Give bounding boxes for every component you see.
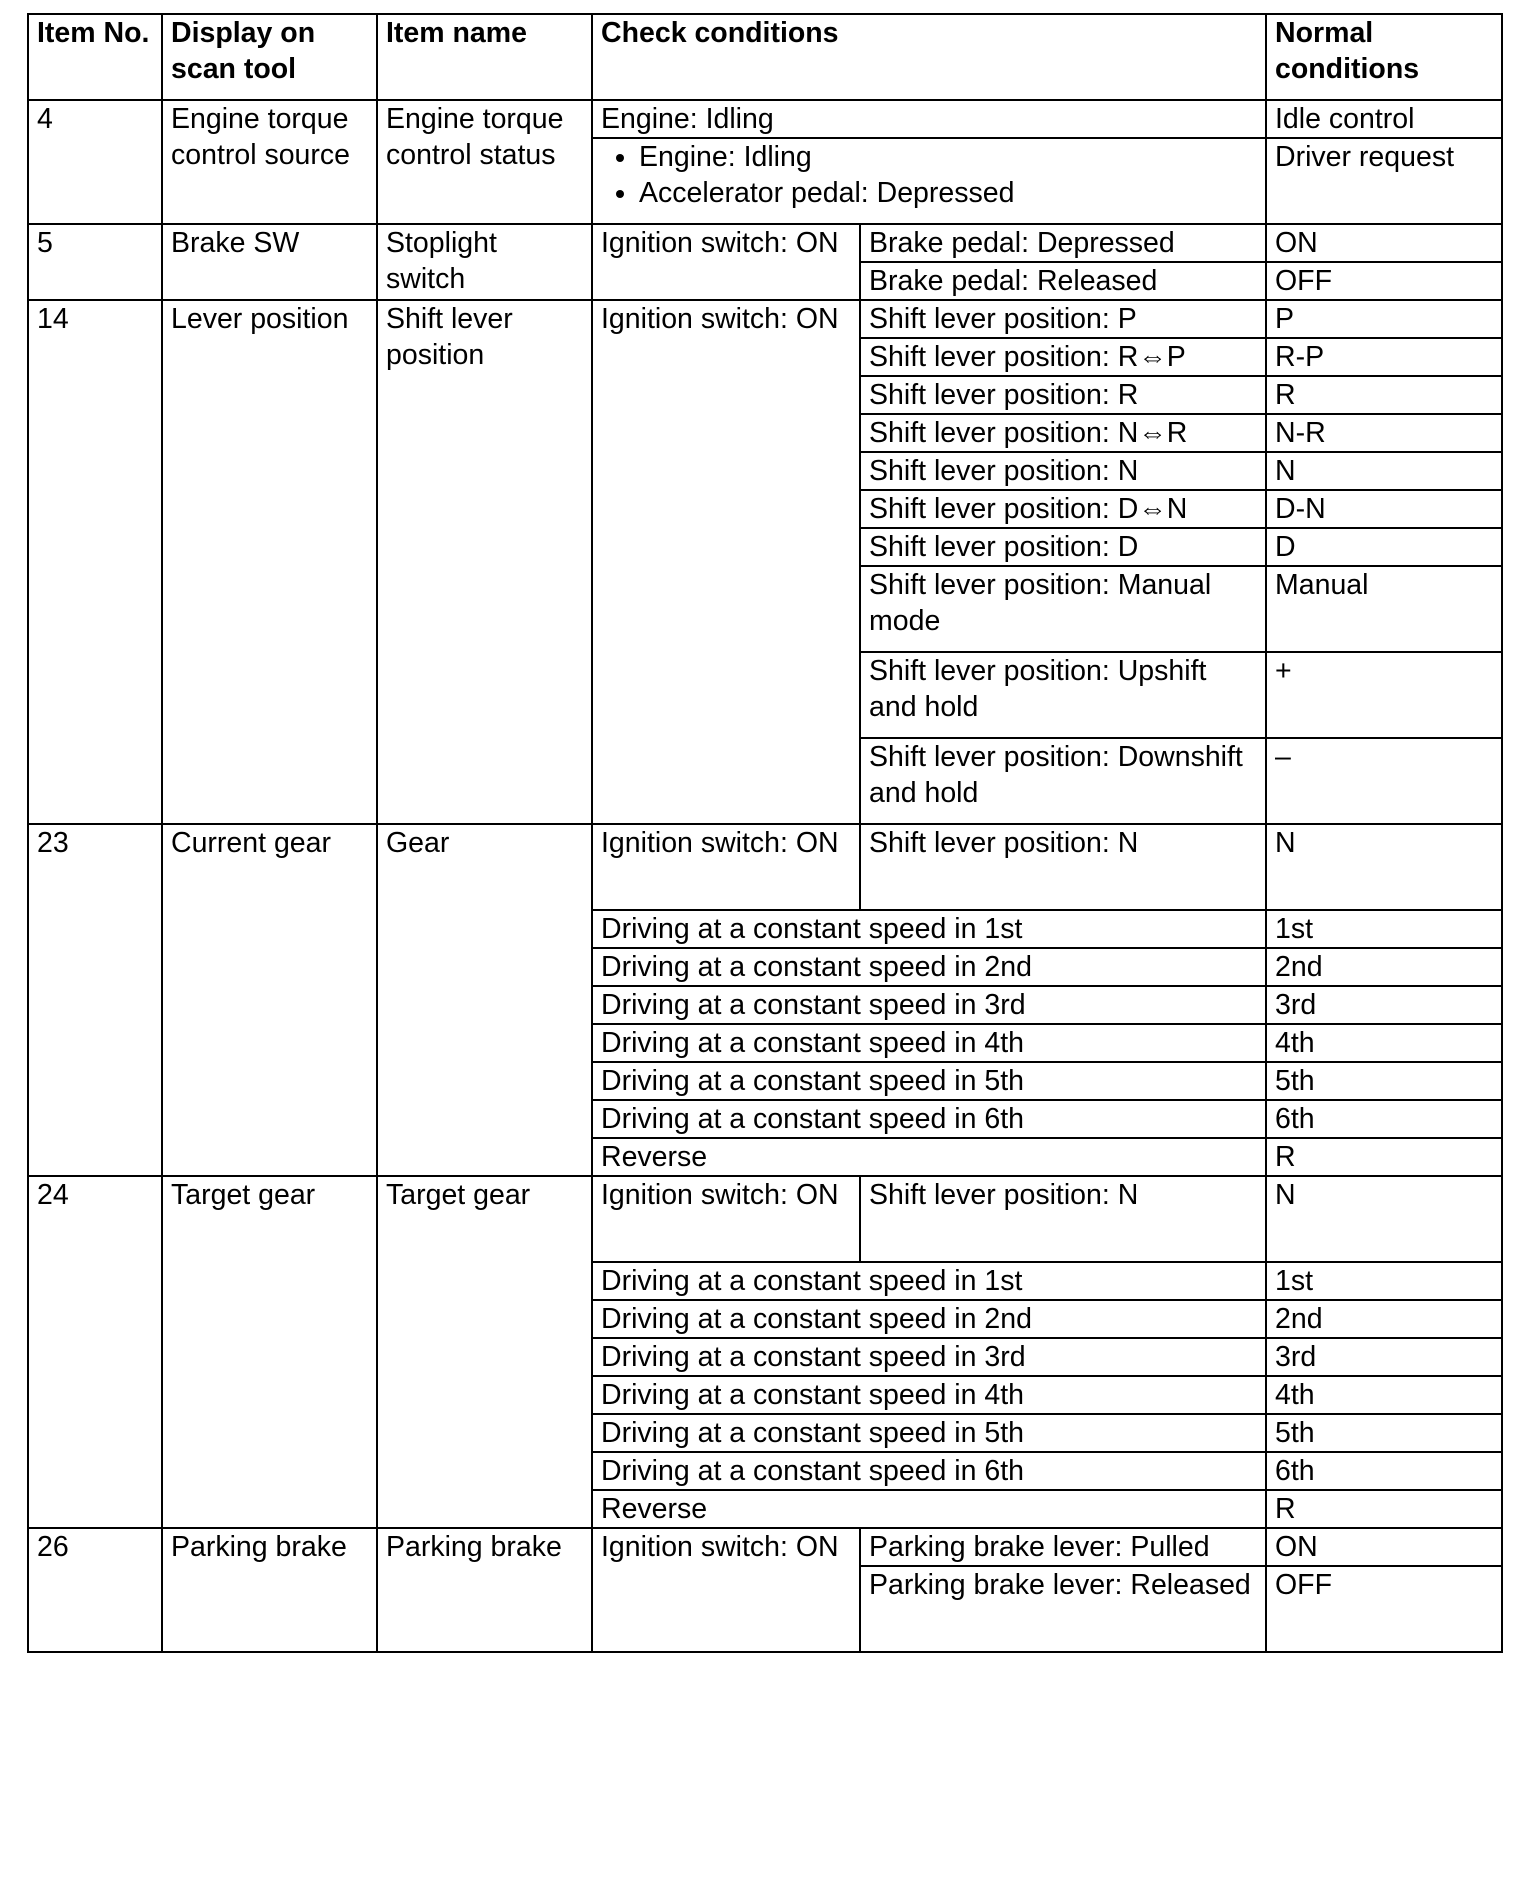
check-condition: Reverse bbox=[592, 1138, 1266, 1176]
normal-condition: 5th bbox=[1266, 1062, 1502, 1100]
check-condition: Shift lever position: R⇔P bbox=[860, 338, 1266, 376]
header-item-name: Item name bbox=[377, 14, 592, 100]
check-condition: Engine: Idling bbox=[592, 100, 1266, 138]
item-no: 5 bbox=[28, 224, 162, 300]
check-condition: Driving at a constant speed in 6th bbox=[592, 1100, 1266, 1138]
normal-condition: ON bbox=[1266, 224, 1502, 262]
normal-condition: 5th bbox=[1266, 1414, 1502, 1452]
normal-condition: 4th bbox=[1266, 1024, 1502, 1062]
normal-condition: 6th bbox=[1266, 1100, 1502, 1138]
header-row bbox=[28, 14, 1502, 100]
item-no: 26 bbox=[28, 1528, 162, 1652]
check-condition: Shift lever position: N bbox=[860, 824, 1266, 910]
check-condition: Driving at a constant speed in 1st bbox=[592, 1262, 1266, 1300]
check-condition: Driving at a constant speed in 4th bbox=[592, 1376, 1266, 1414]
item-no: 24 bbox=[28, 1176, 162, 1528]
item-no: 23 bbox=[28, 824, 162, 1176]
check-condition: Brake pedal: Depressed bbox=[860, 224, 1266, 262]
ignition-condition: Ignition switch: ON bbox=[592, 1528, 860, 1652]
check-condition: Driving at a constant speed in 2nd bbox=[592, 948, 1266, 986]
normal-condition: R bbox=[1266, 1490, 1502, 1528]
check-condition: Shift lever position: Upshift and hold bbox=[860, 652, 1266, 738]
table-row bbox=[28, 824, 1502, 910]
ignition-condition: Ignition switch: ON bbox=[592, 224, 860, 300]
normal-condition: R bbox=[1266, 376, 1502, 414]
check-condition: Driving at a constant speed in 3rd bbox=[592, 986, 1266, 1024]
display-name: Target gear bbox=[162, 1176, 377, 1528]
normal-condition: D-N bbox=[1266, 490, 1502, 528]
item-name: Stoplight switch bbox=[377, 224, 592, 300]
normal-condition: 3rd bbox=[1266, 1338, 1502, 1376]
item-no: 14 bbox=[28, 300, 162, 824]
check-condition: Parking brake lever: Pulled bbox=[860, 1528, 1266, 1566]
check-condition-list bbox=[592, 138, 1266, 224]
item-name: Engine torque control status bbox=[377, 100, 592, 224]
display-name: Engine torque control source bbox=[162, 100, 377, 224]
normal-condition: P bbox=[1266, 300, 1502, 338]
header-normal-conditions: Normal conditions bbox=[1266, 14, 1502, 100]
item-name: Parking brake bbox=[377, 1528, 592, 1652]
item-no: 4 bbox=[28, 100, 162, 224]
normal-condition: R-P bbox=[1266, 338, 1502, 376]
check-condition: Driving at a constant speed in 3rd bbox=[592, 1338, 1266, 1376]
list-item: • Engine: Idling bbox=[639, 139, 1257, 175]
normal-condition: N bbox=[1266, 824, 1502, 910]
check-condition: Shift lever position: D bbox=[860, 528, 1266, 566]
check-condition: Driving at a constant speed in 1st bbox=[592, 910, 1266, 948]
normal-condition: ON bbox=[1266, 1528, 1502, 1566]
check-condition: Driving at a constant speed in 2nd bbox=[592, 1300, 1266, 1338]
check-condition: Shift lever position: Manual mode bbox=[860, 566, 1266, 652]
normal-condition: 1st bbox=[1266, 910, 1502, 948]
display-name: Brake SW bbox=[162, 224, 377, 300]
ignition-condition: Ignition switch: ON bbox=[592, 824, 860, 910]
normal-condition: + bbox=[1266, 652, 1502, 738]
normal-condition: 6th bbox=[1266, 1452, 1502, 1490]
item-name: Target gear bbox=[377, 1176, 592, 1528]
header-display: Display on scan tool bbox=[162, 14, 377, 100]
item-name: Gear bbox=[377, 824, 592, 1176]
check-condition: Driving at a constant speed in 6th bbox=[592, 1452, 1266, 1490]
display-name: Current gear bbox=[162, 824, 377, 1176]
check-condition: Shift lever position: Downshift and hold bbox=[860, 738, 1266, 824]
normal-condition: 4th bbox=[1266, 1376, 1502, 1414]
item-name: Shift lever position bbox=[377, 300, 592, 824]
normal-condition: 3rd bbox=[1266, 986, 1502, 1024]
data-monitor-table bbox=[27, 13, 1503, 1653]
list-item: • Accelerator pedal: Depressed bbox=[639, 175, 1257, 211]
header-item-no: Item No. bbox=[28, 14, 162, 100]
normal-condition: N bbox=[1266, 1176, 1502, 1262]
check-condition: Brake pedal: Released bbox=[860, 262, 1266, 300]
ignition-condition: Ignition switch: ON bbox=[592, 300, 860, 824]
check-condition: Shift lever position: P bbox=[860, 300, 1266, 338]
normal-condition: 2nd bbox=[1266, 1300, 1502, 1338]
normal-condition: N bbox=[1266, 452, 1502, 490]
table-row bbox=[28, 100, 1502, 138]
table-row bbox=[28, 1176, 1502, 1262]
ignition-condition: Ignition switch: ON bbox=[592, 1176, 860, 1262]
normal-condition: D bbox=[1266, 528, 1502, 566]
table-row bbox=[28, 1528, 1502, 1566]
normal-condition: Driver request bbox=[1266, 138, 1502, 224]
check-condition: Shift lever position: N bbox=[860, 1176, 1266, 1262]
normal-condition: Manual bbox=[1266, 566, 1502, 652]
table-row bbox=[28, 300, 1502, 338]
check-condition: Shift lever position: N⇔R bbox=[860, 414, 1266, 452]
display-name: Parking brake bbox=[162, 1528, 377, 1652]
check-condition: Driving at a constant speed in 5th bbox=[592, 1062, 1266, 1100]
normal-condition: Idle control bbox=[1266, 100, 1502, 138]
normal-condition: N-R bbox=[1266, 414, 1502, 452]
display-name: Lever position bbox=[162, 300, 377, 824]
normal-condition: OFF bbox=[1266, 262, 1502, 300]
normal-condition: R bbox=[1266, 1138, 1502, 1176]
check-condition: Shift lever position: N bbox=[860, 452, 1266, 490]
normal-condition: 2nd bbox=[1266, 948, 1502, 986]
check-condition: Driving at a constant speed in 5th bbox=[592, 1414, 1266, 1452]
normal-condition: – bbox=[1266, 738, 1502, 824]
check-condition: Driving at a constant speed in 4th bbox=[592, 1024, 1266, 1062]
table-row bbox=[28, 224, 1502, 262]
normal-condition: OFF bbox=[1266, 1566, 1502, 1652]
check-condition: Shift lever position: D⇔N bbox=[860, 490, 1266, 528]
check-condition: Reverse bbox=[592, 1490, 1266, 1528]
check-condition: Parking brake lever: Released bbox=[860, 1566, 1266, 1652]
header-check-conditions: Check conditions bbox=[592, 14, 1266, 100]
normal-condition: 1st bbox=[1266, 1262, 1502, 1300]
check-condition: Shift lever position: R bbox=[860, 376, 1266, 414]
